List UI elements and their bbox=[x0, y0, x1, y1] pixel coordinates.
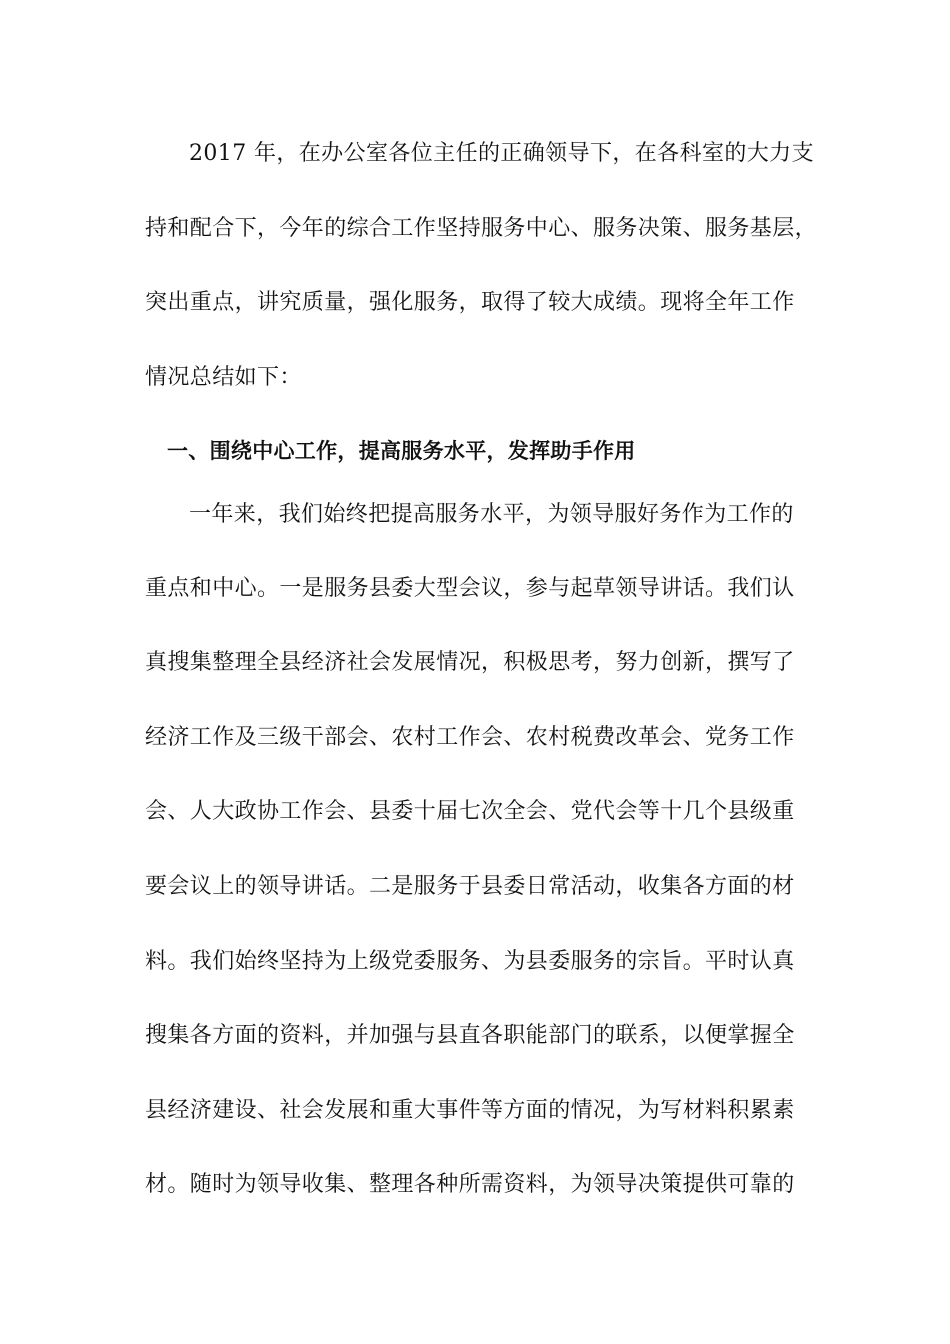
body-line: 县经济建设、社会发展和重大事件等方面的情况，为写材料积累素 bbox=[145, 1098, 795, 1123]
body-line: 料。我们始终坚持为上级党委服务、为县委服务的宗旨。平时认真 bbox=[145, 949, 795, 974]
body-line: 要会议上的领导讲话。二是服务于县委日常活动，收集各方面的材 bbox=[145, 874, 795, 899]
body-line: 搜集各方面的资料，并加强与县直各职能部门的联系，以便掌握全 bbox=[145, 1023, 795, 1048]
body-line: 材。随时为领导收集、整理各种所需资料，为领导决策提供可靠的 bbox=[145, 1172, 795, 1197]
intro-line: 突出重点，讲究质量，强化服务，取得了较大成绩。现将全年工作 bbox=[145, 290, 795, 315]
body-line: 会、人大政协工作会、县委十届七次全会、党代会等十几个县级重 bbox=[145, 799, 795, 824]
body-line: 一年来，我们始终把提高服务水平，为领导服好务作为工作的 bbox=[189, 502, 794, 527]
intro-line: 情况总结如下： bbox=[145, 365, 302, 390]
body-line: 经济工作及三级干部会、农村工作会、农村税费改革会、党务工作 bbox=[145, 725, 795, 750]
intro-line: 持和配合下，今年的综合工作坚持服务中心、服务决策、服务基层， bbox=[145, 216, 818, 241]
body-line: 真搜集整理全县经济社会发展情况，积极思考，努力创新，撰写了 bbox=[145, 650, 795, 675]
body-line: 重点和中心。一是服务县委大型会议，参与起草领导讲话。我们认 bbox=[145, 576, 795, 601]
section-heading: 一、围绕中心工作，提高服务水平，发挥助手作用 bbox=[167, 439, 636, 463]
intro-line: 2017 年，在办公室各位主任的正确领导下，在各科室的大力支 bbox=[189, 141, 814, 166]
